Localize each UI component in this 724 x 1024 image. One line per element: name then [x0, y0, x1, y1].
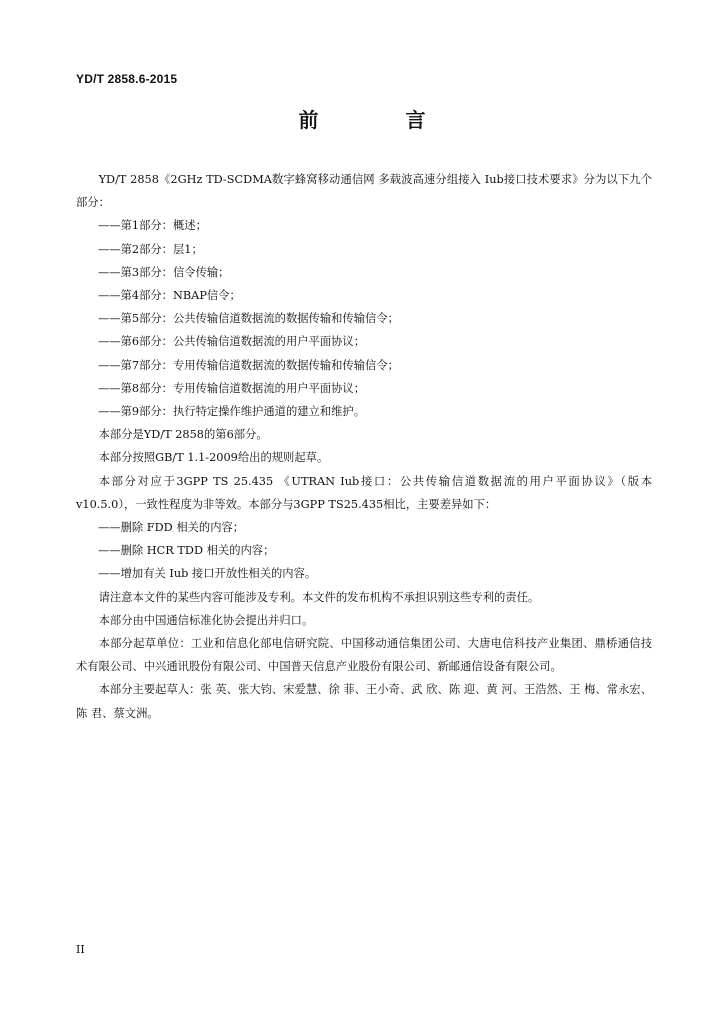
rules-paragraph: 本部分按照GB/T 1.1-2009给出的规则起草。: [98, 451, 329, 465]
drafting-units-paragraph: 本部分起草单位：工业和信息化部电信研究院、中国移动通信集团公司、大唐电信科技产业集团、鼎桥通信技术有限公司、中兴通讯股份有限公司、中国普天信息产业股份有限公司、新邮通信设备有限公司。: [76, 637, 652, 674]
list-item: ——第2部分：层1；: [98, 242, 203, 256]
correspondence-paragraph: 本部分对应于3GPP TS 25.435 《UTRAN Iub接口：公共传输信道数据流的用户平面协议》（版本v10.5.0），一致性程度为非等效。本部分与3GPP TS25.435相比，主要差异如下：: [76, 474, 652, 511]
patent-paragraph: 请注意本文件的某些内容可能涉及专利。本文件的发布机构不承担识别这些专利的责任。: [98, 590, 540, 604]
page-number: II: [76, 943, 85, 956]
list-item: ——第8部分：专用传输信道数据流的用户平面协议；: [98, 381, 366, 395]
intro-paragraph: YD/T 2858《2GHz TD-SCDMA数字蜂窝移动通信网 多载波高速分组接入 Iub接口技术要求》分为以下九个部分：: [76, 173, 652, 210]
document-body: [76, 168, 652, 725]
drafters-paragraph: 本部分主要起草人：张 英、张大钧、宋爱慧、徐 菲、王小奇、武 欣、陈 迎、黄 河、王浩然、王 梅、常永宏、陈 君、蔡文洲。: [76, 683, 652, 720]
list-item: ——删除 FDD 相关的内容；: [98, 521, 245, 535]
page-title: 前 言: [298, 108, 466, 132]
list-item: ——第7部分：专用传输信道数据流的数据传输和传输信令；: [98, 358, 399, 372]
list-item: ——第9部分：执行特定操作维护通道的建立和维护。: [98, 405, 366, 419]
list-item: ——删除 HCR TDD 相关的内容；: [98, 544, 275, 558]
proposer-paragraph: 本部分由中国通信标准化协会提出并归口。: [98, 613, 314, 627]
list-item: ——第1部分：概述；: [98, 219, 207, 233]
differences-list: [76, 516, 652, 586]
list-item: ——第6部分：公共传输信道数据流的用户平面协议；: [98, 335, 366, 349]
list-item: ——增加有关 Iub 接口开放性相关的内容。: [98, 567, 317, 581]
list-item: ——第5部分：公共传输信道数据流的数据传输和传输信令；: [98, 312, 399, 326]
list-item: ——第3部分：信令传输；: [98, 265, 230, 279]
list-item: ——第4部分：NBAP信令；: [98, 289, 241, 303]
part-of-paragraph: 本部分是YD/T 2858的第6部分。: [98, 428, 268, 442]
standard-number: YD/T 2858.6-2015: [76, 72, 178, 86]
parts-list: [76, 214, 652, 423]
